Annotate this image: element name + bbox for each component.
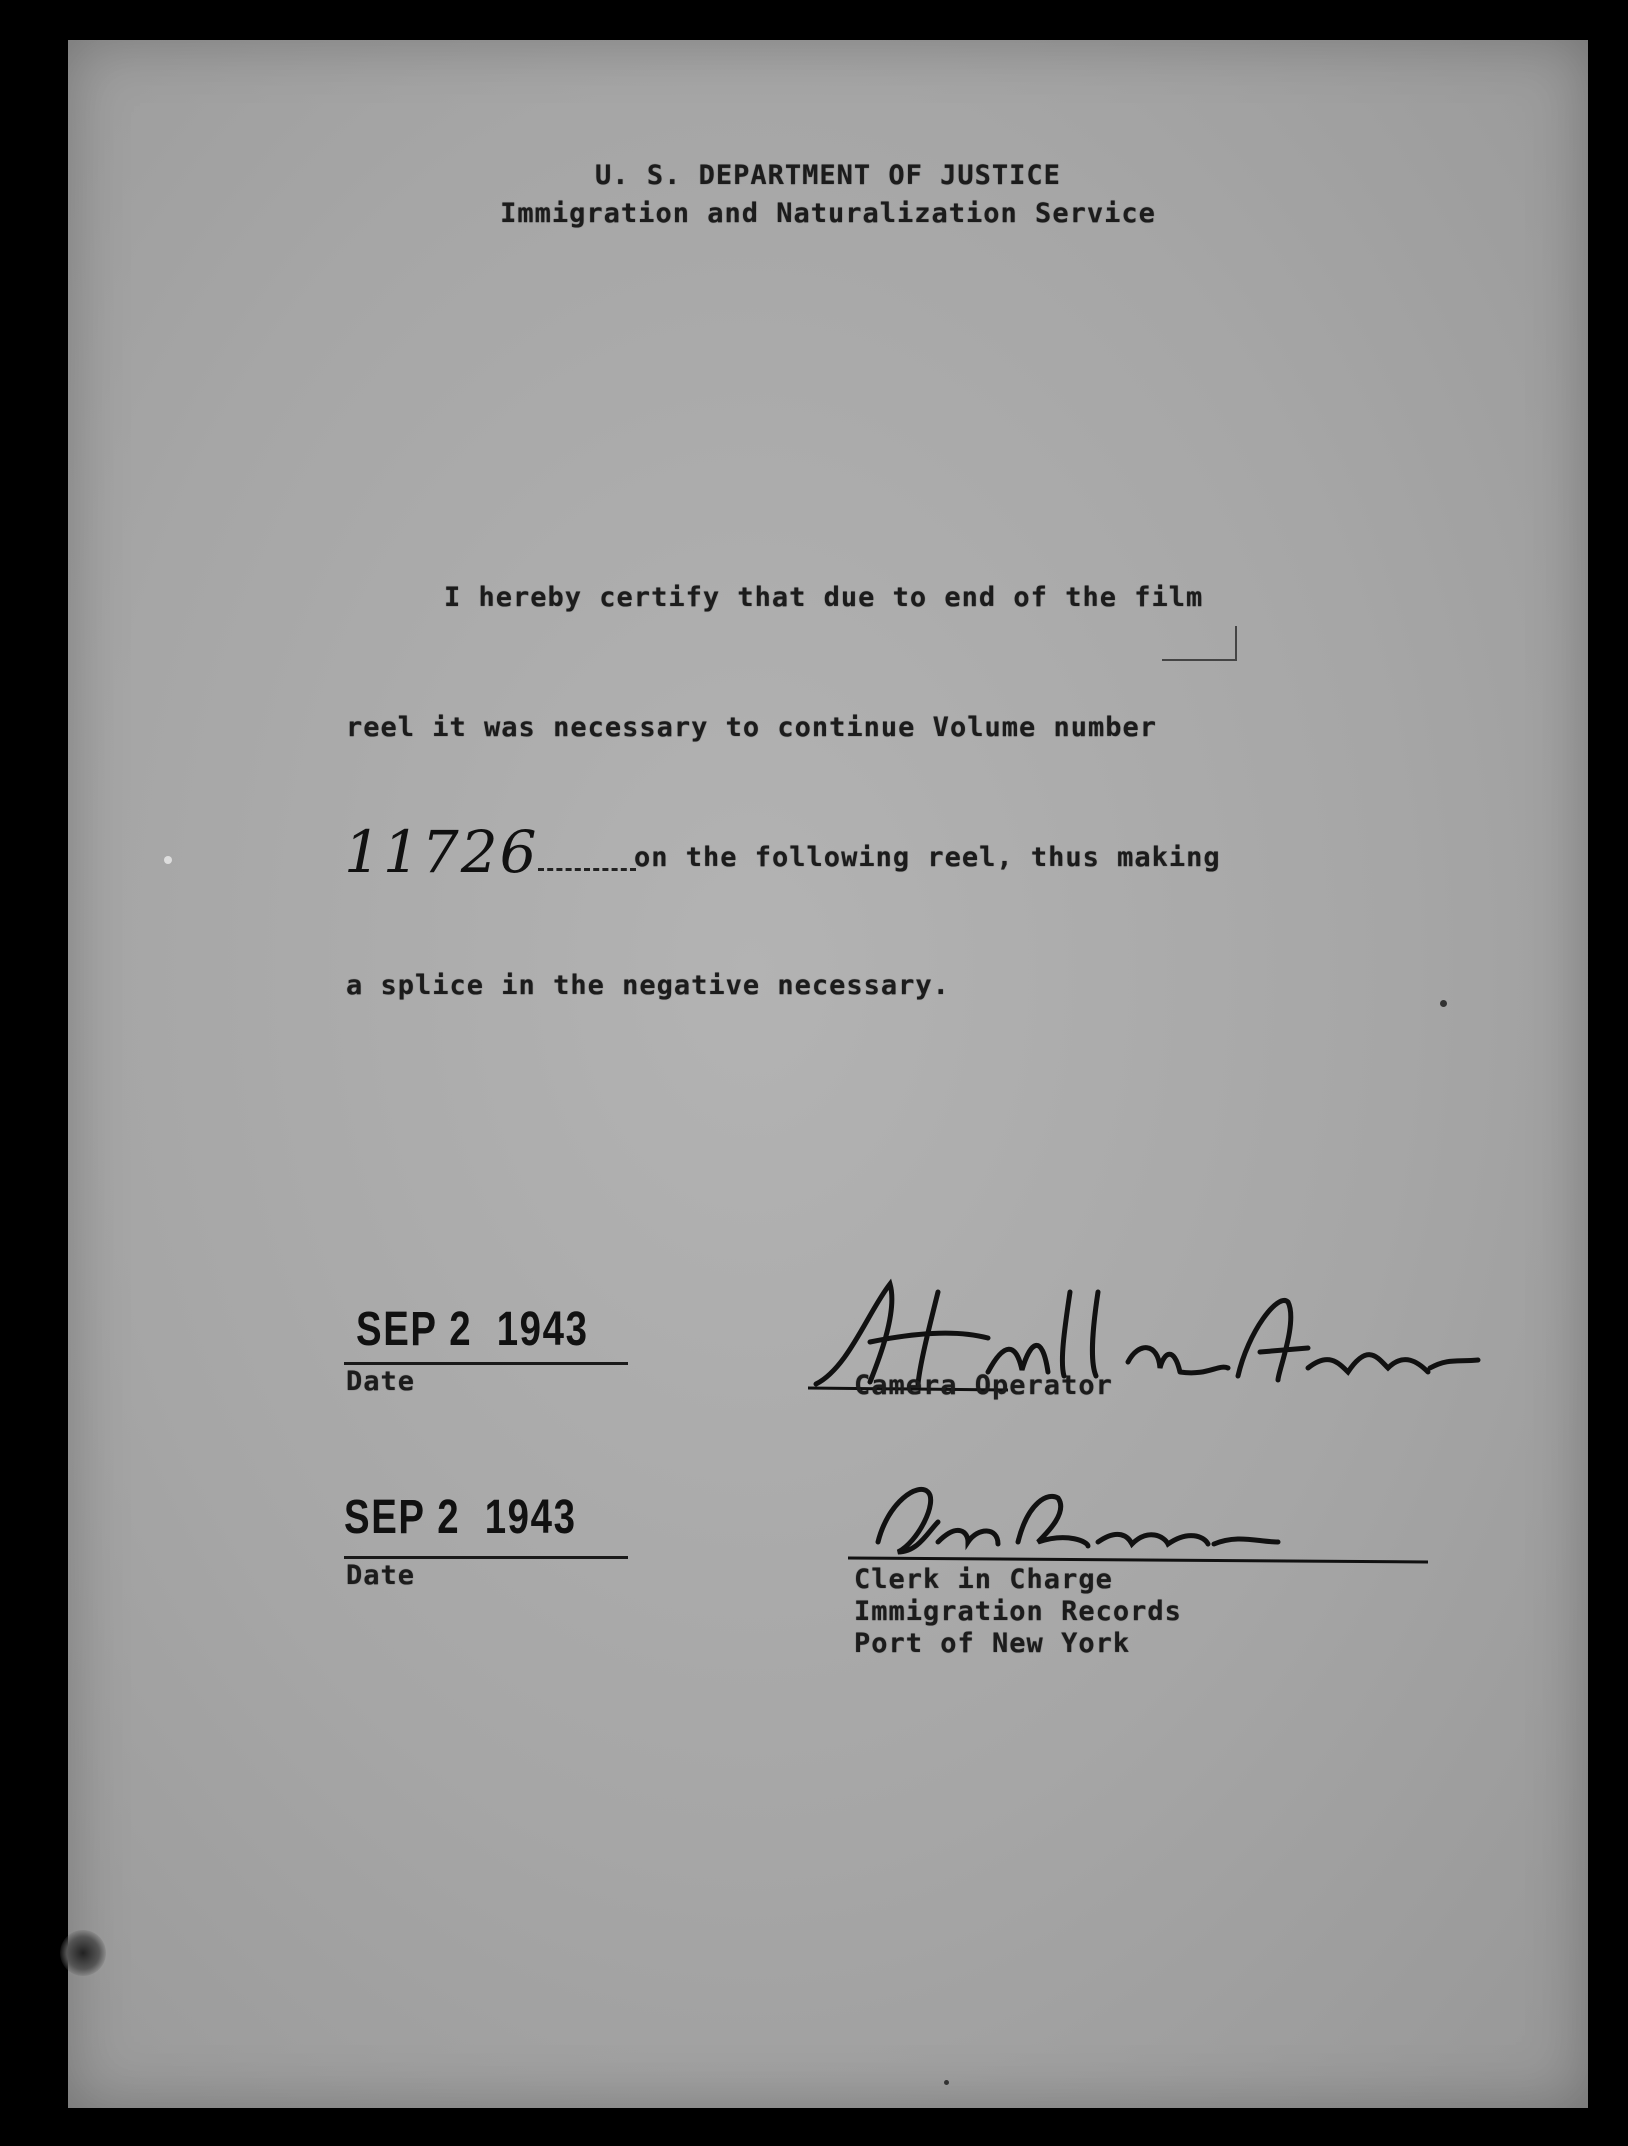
camera-date-stamp: SEP 2 1943 (356, 1303, 589, 1356)
header-service: Immigration and Naturalization Service (500, 198, 1156, 229)
camera-operator-title: Camera Operator (854, 1370, 1113, 1401)
clerk-date-stamp: SEP 2 1943 (344, 1491, 577, 1544)
clerk-date-label: Date (346, 1560, 416, 1591)
volume-number-blank (538, 868, 636, 871)
dust-speck (944, 2080, 949, 2085)
margin-bracket-mark (1158, 620, 1242, 666)
body-line-2: reel it was necessary to continue Volume number (346, 712, 1158, 743)
body-line-1: I hereby certify that due to end of the film (444, 582, 1204, 613)
body-line-3: on the following reel, thus making (634, 842, 1221, 873)
clerk-title-line-2: Immigration Records (854, 1596, 1182, 1627)
camera-date-line (344, 1362, 628, 1365)
ink-blot (60, 1930, 106, 1976)
camera-date-label: Date (346, 1366, 416, 1397)
clerk-title-line-1: Clerk in Charge (854, 1564, 1113, 1595)
header-department: U. S. DEPARTMENT OF JUSTICE (595, 160, 1061, 191)
clerk-title-line-3: Port of New York (854, 1628, 1131, 1659)
dust-speck (1440, 1000, 1447, 1007)
document-page (68, 40, 1588, 2108)
clerk-date-line (344, 1556, 628, 1559)
body-line-4: a splice in the negative necessary. (346, 970, 950, 1001)
volume-number-handwritten: 11726 (344, 818, 539, 886)
dust-speck (164, 856, 172, 864)
